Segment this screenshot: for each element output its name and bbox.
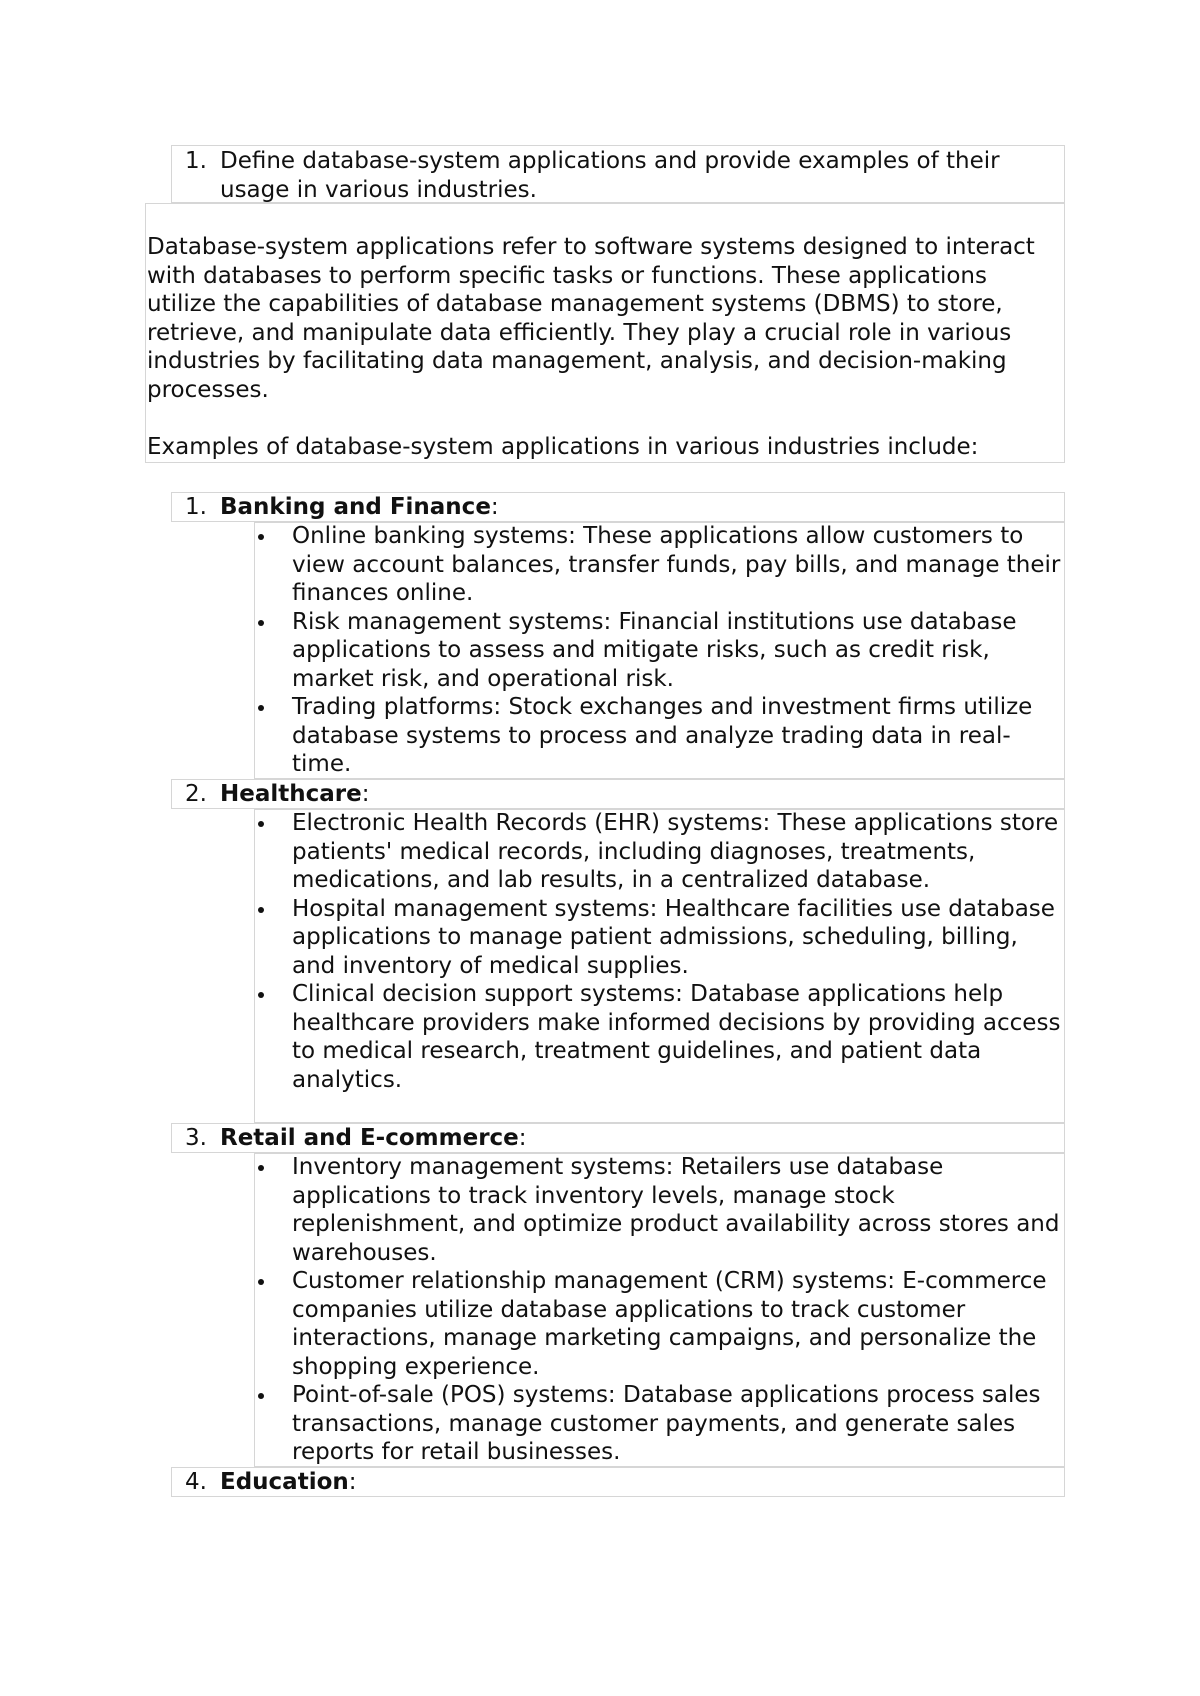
industry-number-1: 1. <box>185 494 207 520</box>
industry-name-1: Banking and Finance <box>220 494 491 520</box>
list-item: Inventory management systems: Retailers use database applications to track inventory levels, manage stock replenishment, and optimize product availability across stores and warehouses. <box>254 1153 1065 1267</box>
list-item: Point-of-sale (POS) systems: Database applications process sales transactions, manage customer payments, and generate sales reports for retail businesses. <box>254 1381 1065 1467</box>
answer-intro: Database-system applications refer to software systems designed to interact with databases to perform specific tasks or functions. These applications utilize the capabilities of database management systems (DBMS) to store, retrieve, and manipulate data efficiently. They play a crucial role in various industries by facilitating data management, analysis, and decision-making processes. <box>147 234 1035 403</box>
answer-examples-lead: Examples of database-system applications in various industries include: <box>147 433 979 460</box>
industry-suffix-2: : <box>361 781 370 807</box>
list-item: Trading platforms: Stock exchanges and investment firms utilize database systems to process and analyze trading data in real-time. <box>254 693 1065 779</box>
industry-item-list-1 <box>254 522 1065 779</box>
industry-name-3: Retail and E-commerce <box>220 1125 519 1151</box>
industry-number-2: 2. <box>185 781 207 807</box>
list-item: Customer relationship management (CRM) systems: E-commerce companies utilize database applications to track customer interactions, manage marketing campaigns, and personalize the shopping experience. <box>254 1267 1065 1381</box>
industry-item-list-2 <box>254 809 1065 1094</box>
question-number: 1. <box>185 148 207 174</box>
industry-heading-1 <box>220 493 499 522</box>
industry-item-list-3 <box>254 1153 1065 1467</box>
industry-suffix-4: : <box>348 1469 357 1495</box>
industry-suffix-1: : <box>490 494 499 520</box>
industry-heading-3 <box>220 1124 527 1153</box>
question-text: Define database-system applications and provide examples of their usage in various industries. <box>220 148 1000 203</box>
list-item: Online banking systems: These applications allow customers to view account balances, transfer funds, pay bills, and manage their finances online. <box>254 522 1065 608</box>
industry-name-4: Education <box>220 1469 349 1495</box>
list-item: Electronic Health Records (EHR) systems: These applications store patients' medical records, including diagnoses, treatments, medications, and lab results, in a centralized database. <box>254 809 1065 895</box>
industry-heading-4 <box>220 1468 357 1497</box>
list-item: Risk management systems: Financial institutions use database applications to assess and mitigate risks, such as credit risk, market risk, and operational risk. <box>254 608 1065 694</box>
industry-suffix-3: : <box>518 1125 527 1151</box>
list-item: Clinical decision support systems: Database applications help healthcare providers make informed decisions by providing access to medical research, treatment guidelines, and patient data analytics. <box>254 980 1065 1094</box>
industry-number-3: 3. <box>185 1125 207 1151</box>
industry-number-4: 4. <box>185 1469 207 1495</box>
list-item: Hospital management systems: Healthcare facilities use database applications to manage patient admissions, scheduling, billing, and inventory of medical supplies. <box>254 895 1065 981</box>
industry-name-2: Healthcare <box>220 781 362 807</box>
answer-body <box>147 233 1062 461</box>
industry-heading-2 <box>220 780 369 809</box>
